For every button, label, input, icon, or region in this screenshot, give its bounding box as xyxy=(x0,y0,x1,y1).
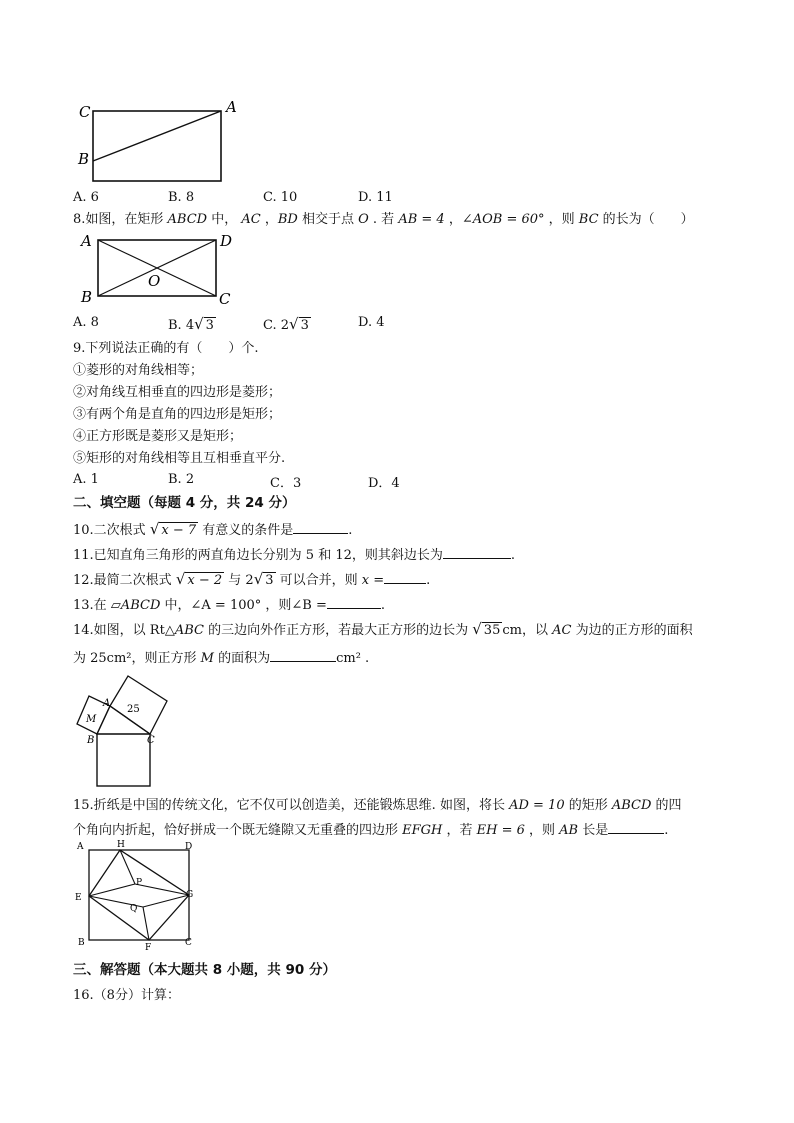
q12-answer-blank[interactable] xyxy=(384,571,426,584)
q7-label-c: C xyxy=(79,103,91,121)
q8-label-a: A xyxy=(81,232,92,250)
q15-line-2: 个角向内折起，恰好拼成一个既无缝隙又无重叠的四边形 EFGH ，若 EH = 6 ，则 AB 长是 . xyxy=(73,823,669,838)
q11-answer-blank[interactable] xyxy=(443,546,511,559)
q15-label-p: P xyxy=(136,878,143,888)
q8-choice-c: C. 2√ 3 xyxy=(263,315,309,333)
q14-line-2: 为 25cm²，则正方形 M 的面积为 cm² . xyxy=(73,651,370,666)
q13-answer-blank[interactable] xyxy=(327,596,381,609)
q7-label-a: A xyxy=(226,98,237,116)
q9-choice-a: A. 1 xyxy=(73,472,99,487)
section-3-heading: 三、解答题（本大题共 8 小题，共 90 分） xyxy=(73,962,336,978)
q8-choice-b: B. 4√ 3 xyxy=(168,315,214,333)
q14-line-1: 14.如图，以 Rt△ABC 的三边向外作正方形，若最大正方形的边长为 √ 35 cm，以 AC 为边的正方形的面积 xyxy=(73,620,693,638)
q9-statement-4: ④正方形既是菱形又是矩形； xyxy=(73,429,243,444)
q9-stem: 9.下列说法正确的有（ ）个. xyxy=(73,341,259,356)
q8-stem: 8.如图，在矩形 ABCD 中， AC ，BD 相交于点 O . 若 AB = 4 ，∠AOB = 60° ，则 BC 的长为（ ） xyxy=(73,212,694,227)
q15-line-1: 15.折纸是中国的传统文化，它不仅可以创造美，还能锻炼思维. 如图，将长 AD = 10 的矩形 ABCD 的四 xyxy=(73,798,682,813)
q12: 12.最简二次根式 √ x − 2 与 2√ 3 可以合并，则 x = . xyxy=(73,570,431,588)
q9-statement-2: ②对角线互相垂直的四边形是菱形； xyxy=(73,385,282,400)
q15-answer-blank[interactable] xyxy=(608,821,664,834)
q14-label-c: C xyxy=(147,735,155,746)
q8-choice-d: D. 4 xyxy=(358,315,385,330)
q8-rectangle-figure xyxy=(75,228,245,313)
q7-rectangle-figure xyxy=(75,96,245,191)
q10: 10.二次根式 √ x − 7 有意义的条件是 . xyxy=(73,520,353,538)
q10-answer-blank[interactable] xyxy=(293,521,348,534)
q7-choice-b: B. 8 xyxy=(168,190,195,205)
q15-label-d: D xyxy=(185,842,193,852)
q9-statement-5: ⑤矩形的对角线相等且互相垂直平分. xyxy=(73,451,286,466)
q14-label-m: M xyxy=(86,714,97,725)
section-2-heading: 二、填空题（每题 4 分，共 24 分） xyxy=(73,495,296,511)
q8-label-b: B xyxy=(81,288,93,306)
q7-label-b: B xyxy=(78,150,90,168)
q14-label-25: 25 xyxy=(127,704,140,715)
q15-label-a: A xyxy=(77,842,84,852)
q15-label-f: F xyxy=(145,943,152,953)
q15-label-h: H xyxy=(117,840,125,850)
q9-choice-b: B. 2 xyxy=(168,472,195,487)
q9-statement-3: ③有两个角是直角的四边形是矩形； xyxy=(73,407,282,422)
q7-choice-c: C. 10 xyxy=(263,190,298,205)
q15-label-b: B xyxy=(78,938,85,948)
q8-choice-a: A. 8 xyxy=(73,315,99,330)
q14-label-a: A xyxy=(103,698,111,709)
q15-label-e: E xyxy=(75,893,82,903)
q11: 11.已知直角三角形的两直角边长分别为 5 和 12，则其斜边长为 . xyxy=(73,548,516,563)
q14-answer-blank[interactable] xyxy=(270,649,336,662)
q8-label-o: O xyxy=(148,272,161,290)
q9-choice-c: C．3 xyxy=(270,476,302,491)
q9-choice-d: D．4 xyxy=(368,476,400,491)
q14-label-b: B xyxy=(87,735,95,746)
q8-label-d: D xyxy=(220,232,233,250)
q15-label-g: G xyxy=(186,890,194,900)
q15-folding-figure xyxy=(72,838,202,954)
q15-label-c: C xyxy=(185,938,192,948)
q8-label-c: C xyxy=(219,290,231,308)
q7-choice-d: D. 11 xyxy=(358,190,393,205)
q16: 16.（8分）计算： xyxy=(73,988,180,1003)
q7-choice-a: A. 6 xyxy=(73,190,99,205)
q14-squares-figure xyxy=(72,672,177,792)
q9-statement-1: ①菱形的对角线相等； xyxy=(73,363,204,378)
q13: 13.在 ▱ABCD 中，∠A = 100° ，则∠B = . xyxy=(73,598,386,613)
q15-label-q: Q xyxy=(130,904,138,914)
